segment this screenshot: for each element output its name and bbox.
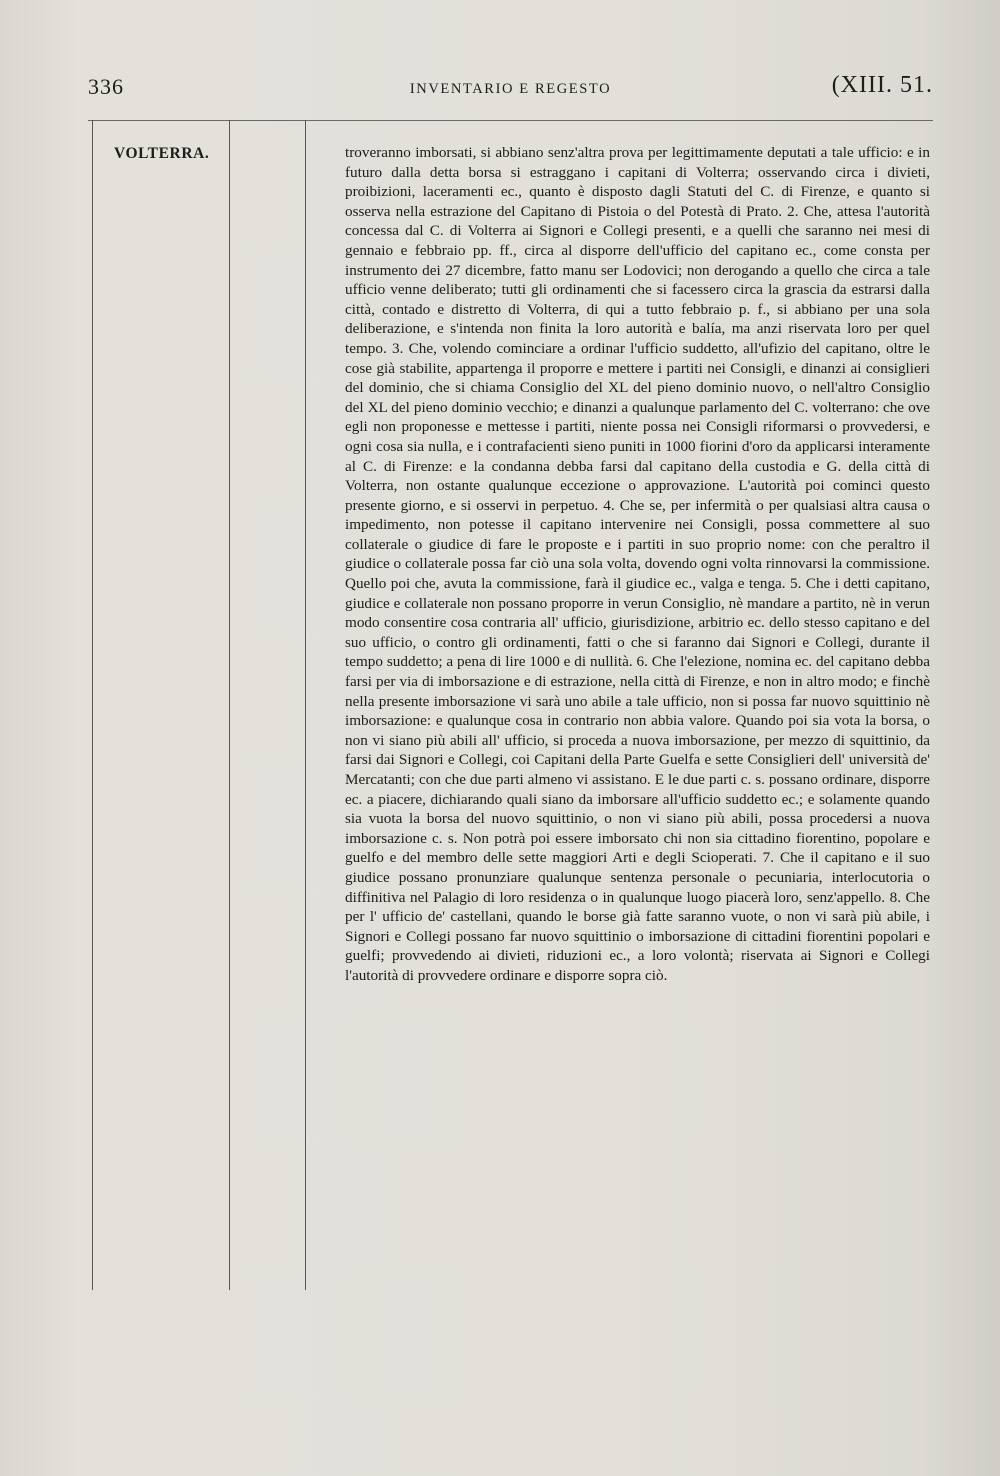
section-reference: (XIII. 51. (831, 72, 933, 98)
column-rule-right (305, 120, 306, 1290)
body-paragraph: troveranno imborsati, si abbiano senz'altra prova per legittimamente deputati a tale ufficio: e in futuro dalla detta borsa si estraggano i capitani di Volterra; osservando circa i divieti, proibizioni, laceramenti ec., quanto è disposto dagli Statuti del C. di Firenze, e quanto si osserva nella estrazione del Capitano di Pistoia o del Potestà di Prato. 2. Che, attesa l'autorità concessa dal C. di Volterra ai Signori e Collegi presenti, e a quelli che saranno nei mesi di gennaio e febbraio pp. ff., circa al disporre dell'ufficio del capitano ec., come consta per instrumento dei 27 dicembre, fatto manu ser Lodovici; non derogando a quello che circa a tale ufficio venne deliberato; tutti gli ordinamenti che si facessero circa la grascia da estrarsi dalla città, contado e distretto di Volterra, di qui a tutto febbraio p. f., si abbiano per una sola deliberazione, e s'intenda non finita la loro autorità e balía, ma anzi riservata loro per quel tempo. 3. Che, volendo cominciare a ordinar l'ufficio suddetto, all'ufizio del capitano, oltre le cose già stabilite, appartenga il proporre e mettere i partiti nei Consigli, e dinanzi ai consiglieri del dominio, che si chiama Consiglio del XL del pieno dominio nuovo, o nell'altro Consiglio del XL del pieno dominio vecchio; e dinanzi a qualunque parlamento del C. volterrano: che ove egli non proponesse e mettesse i partiti, niente possa nei Consigli riformarsi o provvedersi, e ogni cosa sia nulla, e i contrafacienti sieno puniti in 1000 fiorini d'oro da applicarsi interamente al C. di Firenze: e la condanna debba farsi dal capitano della custodia e G. della città di Volterra, non ostante qualunque eccezione o approvazione. L'autorità poi cominci questo presente giorno, e si osservi in perpetuo. 4. Che se, per infermità o per qualsiasi altra causa o impedimento, non potesse il capitano intervenire nei Consigli, possa commettere al suo collaterale o giudice di fare le proposte e i partiti in suo proprio nome: con che peraltro il giudice o collaterale possa far ciò una sola volta, dovendo ogni volta rinnovarsi la commissione. Quello poi che, avuta la commissione, farà il giudice ec., valga e tenga. 5. Che i detti capitano, giudice e collaterale non possano proporre in verun Consiglio, nè mandare a partito, nè in verun modo consentire cosa contraria all' ufficio, giurisdizione, arbitrio ec. dello stesso capitano e del suo ufficio, o contro gli ordinamenti, fatti o che si faranno dai Signori e Collegi, durante il tempo suddetto; a pena di lire 1000 e di nullità. 6. Che l'elezione, nomina ec. del capitano debba farsi per via di imborsazione e di estrazione, nella città di Firenze, e non in altro modo; e finchè nella presente imborsazione vi sarà uno abile a tale ufficio, non si possa far nuovo squittinio nè imborsazione: e qualunque cosa in contrario non abbia valore. Quando poi sia vota la borsa, o non vi siano più abili all' ufficio, si proceda a nuova imborsazione, per mezzo di squittinio, da farsi dai Signori e Collegi, coi Capitani della Parte Guelfa e sette Consiglieri dell' università de' Mercatanti; con che due parti almeno vi assistano. E le due parti c. s. possano ordinare, disporre ec. a piacere, dichiarando quali siano da imborsare all'ufficio suddetto ec.; e solamente quando sia vuota la borsa del nuovo squittinio, o non vi siano più abili, possa procedersi a nuova imborsazione c. s. Non potrà poi essere imborsato chi non sia cittadino fiorentino, popolare e guelfo e del membro delle sette maggiori Arti e degli Scioperati. 7. Che il capitano e il suo giudice possano pronunziare qualunque sentenza personale o pecuniaria, interlocutoria o diffinitiva nel Palagio di loro residenza o in qualunque luogo piacerà loro, senz'appello. 8. Che per l' ufficio de' castellani, quando le borse già fatte saranno vuote, o non vi sarà più abile, i Signori e Collegi possano far nuovo squittinio o imborsazione di cittadini fiorentini popolari e guelfi; provvedendo ai divieti, riduzioni ec., a loro volontà; riservata ai Signori e Collegi l'autorità di provvedere ordinare e disporre sopra ciò. (345, 144, 930, 984)
page-header (88, 72, 933, 108)
page-number: 336 (88, 74, 124, 99)
running-title: INVENTARIO E REGESTO (409, 81, 612, 97)
column-rule-left (92, 120, 93, 1290)
margin-place-label: VOLTERRA. (114, 145, 210, 162)
column-rule-middle (229, 120, 230, 1290)
header-rule (88, 120, 933, 121)
